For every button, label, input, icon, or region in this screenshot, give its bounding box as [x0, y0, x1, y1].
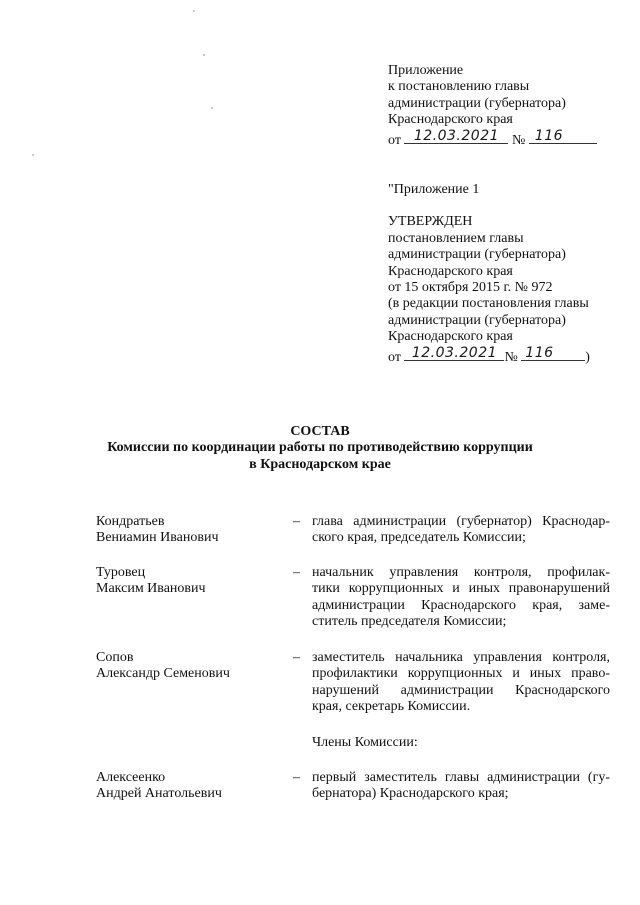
appendix-line: Краснодарского края: [388, 329, 513, 345]
scan-speck: [211, 107, 213, 109]
number-label: №: [504, 349, 518, 365]
handwritten-number: 116: [525, 345, 554, 362]
member-name: [96, 565, 206, 598]
appendix-line: Краснодарского края: [388, 263, 513, 279]
role-line: глава администрации (губернатор) Краснодар-: [312, 514, 610, 529]
role-line: администрации Краснодарского края, заме-: [312, 597, 610, 613]
member-given-name: Вениамин Иванович: [96, 530, 219, 546]
number-field: [521, 346, 585, 361]
appendix-block: [388, 182, 590, 366]
member-name: [96, 770, 222, 803]
spacer: [388, 198, 590, 214]
header-date-line: [388, 129, 597, 149]
member-role: [312, 650, 610, 716]
date-field: [404, 129, 508, 144]
role-line: тики коррупционных и иных правонарушений: [312, 581, 610, 597]
appendix-line: постановлением главы: [388, 230, 524, 246]
title-heading: СОСТАВ: [290, 424, 350, 439]
number-field: [529, 129, 597, 144]
role-line: ститель председателя Комиссии;: [312, 614, 507, 630]
header-block: [388, 63, 597, 149]
role-line: бернатора) Краснодарского края;: [312, 786, 509, 802]
title-subtitle: Комиссии по координации работы по противодействию коррупции: [107, 440, 533, 456]
role-line: профилактики коррупционных и иных право-: [312, 666, 610, 682]
member-role: [312, 770, 610, 803]
role-line: ского края, председатель Комиссии;: [312, 530, 526, 546]
member-role: [312, 514, 610, 547]
member-surname: Сопов: [96, 650, 134, 665]
member-dash: –: [293, 650, 300, 665]
document-title: [0, 424, 640, 473]
member-surname: Кондратьев: [96, 514, 165, 529]
handwritten-date: 12.03.2021: [411, 345, 498, 362]
appendix-title: "Приложение 1: [388, 182, 480, 197]
appendix-line: (в редакции постановления главы: [388, 296, 589, 312]
appendix-date-line: [388, 346, 590, 366]
member-dash: –: [293, 565, 300, 580]
handwritten-date: 12.03.2021: [413, 128, 500, 145]
ot-label: от: [388, 349, 401, 365]
role-line: края, секретарь Комиссии.: [312, 699, 471, 715]
approved-label: УТВЕРЖДЕН: [388, 214, 473, 230]
role-line: заместитель начальника управления контроля,: [312, 650, 610, 665]
close-paren: ): [585, 349, 590, 365]
member-surname: Туровец: [96, 565, 146, 580]
title-subtitle: в Краснодарском крае: [249, 456, 391, 472]
appendix-line: администрации (губернатора): [388, 312, 566, 328]
member-dash: –: [293, 770, 300, 785]
member-dash: –: [293, 514, 300, 529]
member-role: [312, 565, 610, 631]
role-line: начальник управления контроля, профилак-: [312, 565, 610, 580]
members-heading-text: Члены Комиссии:: [312, 735, 418, 750]
header-line: Приложение: [388, 63, 464, 78]
header-line: администрации (губернатора): [388, 95, 566, 111]
date-field: [404, 346, 504, 361]
member-name: [96, 650, 230, 683]
scan-speck: [203, 54, 205, 56]
role-line: нарушений администрации Краснодарского: [312, 682, 610, 698]
member-given-name: Максим Иванович: [96, 581, 206, 597]
member-name: [96, 514, 218, 547]
member-given-name: Андрей Анатольевич: [96, 786, 222, 802]
scan-speck: [32, 154, 34, 156]
appendix-line: администрации (губернатора): [388, 247, 566, 263]
number-label: №: [511, 132, 526, 148]
header-line: к постановлению главы: [388, 79, 530, 95]
appendix-line: от 15 октября 2015 г. № 972: [388, 280, 553, 296]
member-given-name: Александр Семенович: [96, 666, 230, 682]
header-line: Краснодарского края: [388, 112, 513, 128]
ot-label: от: [388, 132, 401, 148]
handwritten-number: 116: [534, 128, 564, 145]
role-line: первый заместитель главы администрации (гу-: [312, 770, 610, 785]
members-heading: [312, 735, 418, 751]
scan-speck: [193, 10, 195, 12]
member-surname: Алексеенко: [96, 770, 166, 785]
